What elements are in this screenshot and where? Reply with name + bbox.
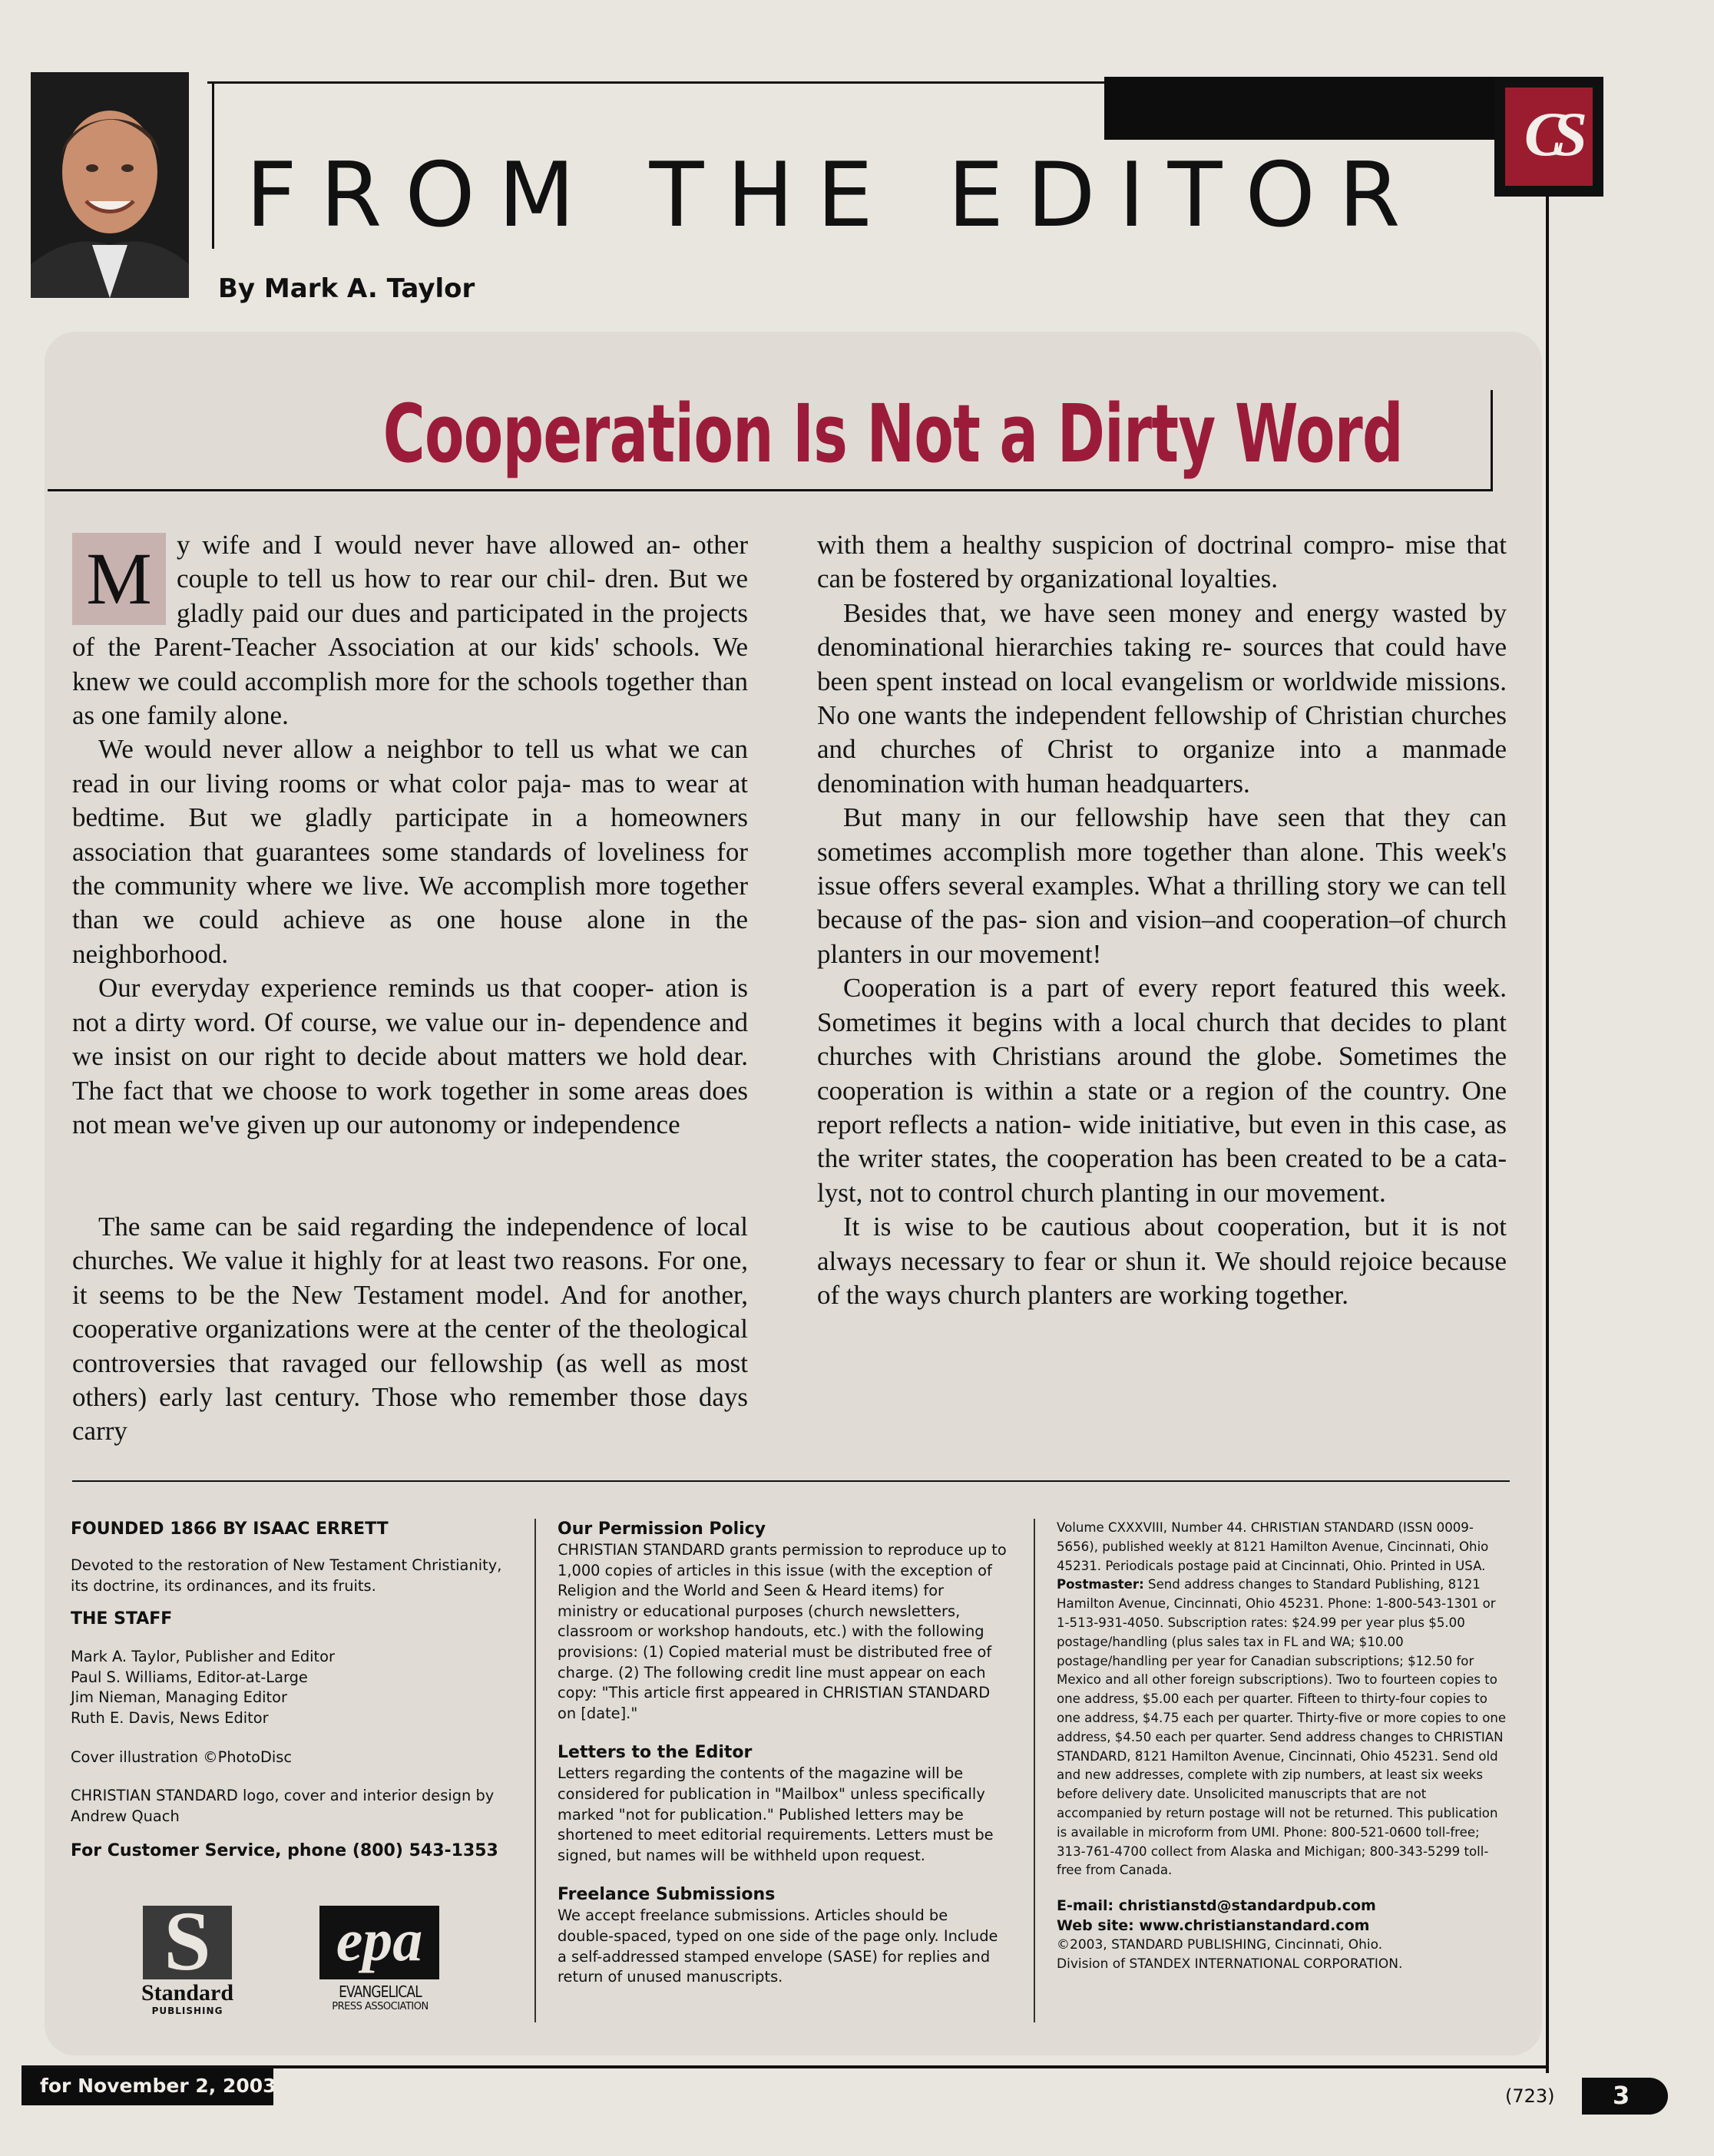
article-paragraph-8: It is wise to be cautious about cooperation, but it is not always necessary to fear or shun it. We should rejoice because of the ways church planters are working together. <box>817 1212 1507 1310</box>
permission-text: CHRISTIAN STANDARD grants permission to reproduce up to 1,000 copies of articles in this issue (with the exception of Religion and the World and Seen & Heard items) for ministry or educational purposes (church newsletters, classroom or workshop handouts, etc.) with the following provisions: (1) Copied material must be distributed free of charge. (2) The following credit line must appear on each copy: "This article first appeared in CHRISTIAN STANDARD on [date]." <box>558 1541 1007 1722</box>
freelance-text: We accept freelance submissions. Articles should be double-spaced, typed on one side of the page only. Include a self-addressed stamped envelope (SASE) for replies and return of unused manuscripts. <box>558 1906 998 1986</box>
footer-col-2 <box>558 1519 1008 1988</box>
letters-heading: Letters to the Editor <box>558 1743 753 1763</box>
letters-text: Letters regarding the contents of the magazine will be considered for publication in "Mailbox" unless specifically marked "not for publication." Published letters may be shortened to meet editorial requirements. Letters must be signed, but names will be withheld upon request. <box>558 1764 994 1864</box>
first-line: y wife and I would never have allowed an- <box>177 530 681 560</box>
standard-logo-subtext: PUBLISHING <box>151 2006 223 2016</box>
article-paragraph-7: Cooperation is a part of every report featured this week. Sometimes it begins with a local church that decides to plant churches with Christians around the globe. Sometimes the cooperation is within a state or a region of the country. One report reflects a nation- wide initiative, but even in this case, as the writer states, the cooperation has been created to be a cata- lyst, not to control church planting in our movement. <box>817 973 1507 1208</box>
staff-line: Ruth E. Davis, News Editor <box>71 1708 269 1727</box>
standard-s-icon: S <box>143 1906 232 1979</box>
editor-photo <box>31 72 189 298</box>
division-line: Division of STANDEX INTERNATIONAL CORPORATION. <box>1057 1956 1403 1972</box>
cover-credit: Cover illustration ©PhotoDisc <box>71 1748 293 1766</box>
design-credit: CHRISTIAN STANDARD logo, cover and interior design by Andrew Quach <box>71 1787 495 1825</box>
standard-logo-text: Standard <box>141 1980 234 2006</box>
issue-date: for November 2, 2003 <box>40 2075 276 2097</box>
article-paragraph-3: Our everyday experience reminds us that cooper- ation is not a dirty word. Of course, we value our in- dependence and we insist on our right to decide about matters we hold dear. The fact that we choose to work together in some areas does not mean we've given up our autonomy or independence <box>72 973 748 1139</box>
epa-line-1: EVANGELICAL <box>339 1982 422 2001</box>
copyright-line: ©2003, STANDARD PUBLISHING, Cincinnati, Ohio. <box>1057 1937 1383 1953</box>
epa-logo <box>318 1906 442 2021</box>
footer-divider <box>72 1480 1510 1482</box>
standard-publishing-logo <box>138 1894 237 2021</box>
article-paragraph-2: We would never allow a neighbor to tell us what we can read in our living rooms or what color paja- mas to wear at bedtime. But we gladly participate in a homeowners association that guarantees some standards of loveliness for the community where we live. We accomplish more together than we could achieve as one house alone in the neighborhood. <box>72 734 748 969</box>
volume-intro: Volume CXXXVIII, Number 44. CHRISTIAN STANDARD (ISSN 0009-5656), published weekly at 8121 Hamilton Avenue, Cincinnati, Ohio 45231. Periodicals postage paid at Cincinnati, Ohio. Printed in USA. <box>1057 1520 1489 1573</box>
publication-info <box>1057 1519 1511 1880</box>
staff-line: Paul S. Williams, Editor-at-Large <box>71 1668 308 1686</box>
article-body-left <box>72 528 748 1142</box>
web-line: Web site: www.christianstandard.com <box>1057 1917 1370 1935</box>
footer-col-3 <box>1057 1519 1511 1974</box>
headline-box-right <box>1491 390 1493 491</box>
staff-line: Mark A. Taylor, Publisher and Editor <box>71 1648 335 1666</box>
epa-mark-icon <box>319 1906 439 1979</box>
epa-mark-text: epa <box>336 1906 423 1973</box>
header-black-bar <box>1104 77 1494 140</box>
photo-divider <box>212 81 214 249</box>
header-rule <box>207 81 1104 84</box>
article-paragraph-5: Besides that, we have seen money and energy wasted by denominational hierarchies taking re- sources that could have been spent instead on local evangelism or worldwide missions. No one wants the independent fellowship of Christian churches and churches of Christ to organize into a manmade denomination with human headquarters. <box>817 597 1507 799</box>
right-frame-rule <box>1546 197 1549 2073</box>
section-title: FROM THE EDITOR <box>246 144 1424 247</box>
staff-heading: THE STAFF <box>71 1609 173 1629</box>
article-paragraph-6: But many in our fellowship have seen that they can sometimes accomplish more together than alone. This week's issue offers several examples. What a thrilling story we can tell because of the pas- sion and vision–and cooperation–of church planters in our movement! <box>817 802 1507 969</box>
permission-heading: Our Permission Policy <box>558 1519 766 1539</box>
epa-line-2: PRESS ASSOCIATION <box>332 2001 428 2012</box>
postmaster-label: Postmaster: <box>1057 1577 1144 1592</box>
logo-box <box>1494 77 1603 197</box>
devoted-text: Devoted to the restoration of New Testament Christianity, its doctrine, its ordinances, and its fruits. <box>71 1556 502 1595</box>
footer-col-divider-1 <box>534 1519 536 2022</box>
article-headline: Cooperation Is Not a Dirty Word <box>382 387 1403 481</box>
article-paragraph-4-part-a: The same can be said regarding the independence of local churches. We value it highly for at least two reasons. For one, it seems to be the New Testament model. And for another, cooperative organizations were at the center of the theological controversies that ravaged our fellowship (as well as most others) early last century. Those who remember those days carry <box>72 1212 748 1447</box>
footer-col-divider-2 <box>1034 1519 1035 2022</box>
page-number: 3 <box>1613 2081 1630 2110</box>
customer-service: For Customer Service, phone (800) 543-1353 <box>71 1841 498 1861</box>
founded-line: FOUNDED 1866 BY ISAAC ERRETT <box>71 1519 389 1539</box>
article-body-left-cont <box>72 1210 748 1449</box>
first-para-rest: other couple to tell us how to rear our chil- dren. But we gladly paid our dues and participated in the projects of the Parent-Teacher Association at our kids' schools. We knew we could accomplish more for the schools together than as one family alone. <box>72 530 748 731</box>
headline-box-bottom <box>48 489 1493 491</box>
article-paragraph-4-part-b: with them a healthy suspicion of doctrinal compro- mise that can be fostered by organizational loyalties. <box>817 530 1507 594</box>
email-line: E-mail: christianstd@standardpub.com <box>1057 1897 1376 1915</box>
page-number-tab <box>1582 2078 1668 2115</box>
drop-cap: M <box>72 533 166 625</box>
article-body-right <box>817 528 1507 1312</box>
volume-rest: Send address changes to Standard Publishing, 8121 Hamilton Avenue, Cincinnati, Ohio 45231. Phone: 1-800-543-1301 or 1-513-931-4050. Subscription rates: $24.99 per year plus $5.00 postage/handling (plus sales tax in FL and WA; $10.00 postage/handling per year for Canadian subscriptions; $12.50 for Mexico and all other foreign subscriptions). Two to fourteen copies to one address, $5.00 each per quarter. Fifteen to thirty-four copies to one address, $4.75 each per quarter. Thirty-five or more copies to one address, $4.50 each per quarter. Send address changes to CHRISTIAN STANDARD, 8121 Hamilton Avenue, Cincinnati, Ohio 45231. Send old and new addresses, complete with zip numbers, at least six weeks before delivery date. Unsolicited manuscripts that are not accompanied by return postage will not be returned. This publication is available in microform from UMI. Phone: 800-521-0600 toll-free; 313-761-4700 collect from Alaska and Michigan; 800-343-5299 toll-free from Canada. <box>1057 1577 1507 1878</box>
issue-date-tab <box>22 2068 276 2105</box>
issue-code: (723) <box>1505 2085 1555 2107</box>
byline: By Mark A. Taylor <box>218 273 475 304</box>
staff-line: Jim Nieman, Managing Editor <box>71 1688 287 1707</box>
freelance-heading: Freelance Submissions <box>558 1885 776 1905</box>
footer-col-1 <box>71 1519 515 1867</box>
cs-logo-icon: CS <box>1524 99 1574 169</box>
article-paragraph-1 <box>72 528 748 732</box>
